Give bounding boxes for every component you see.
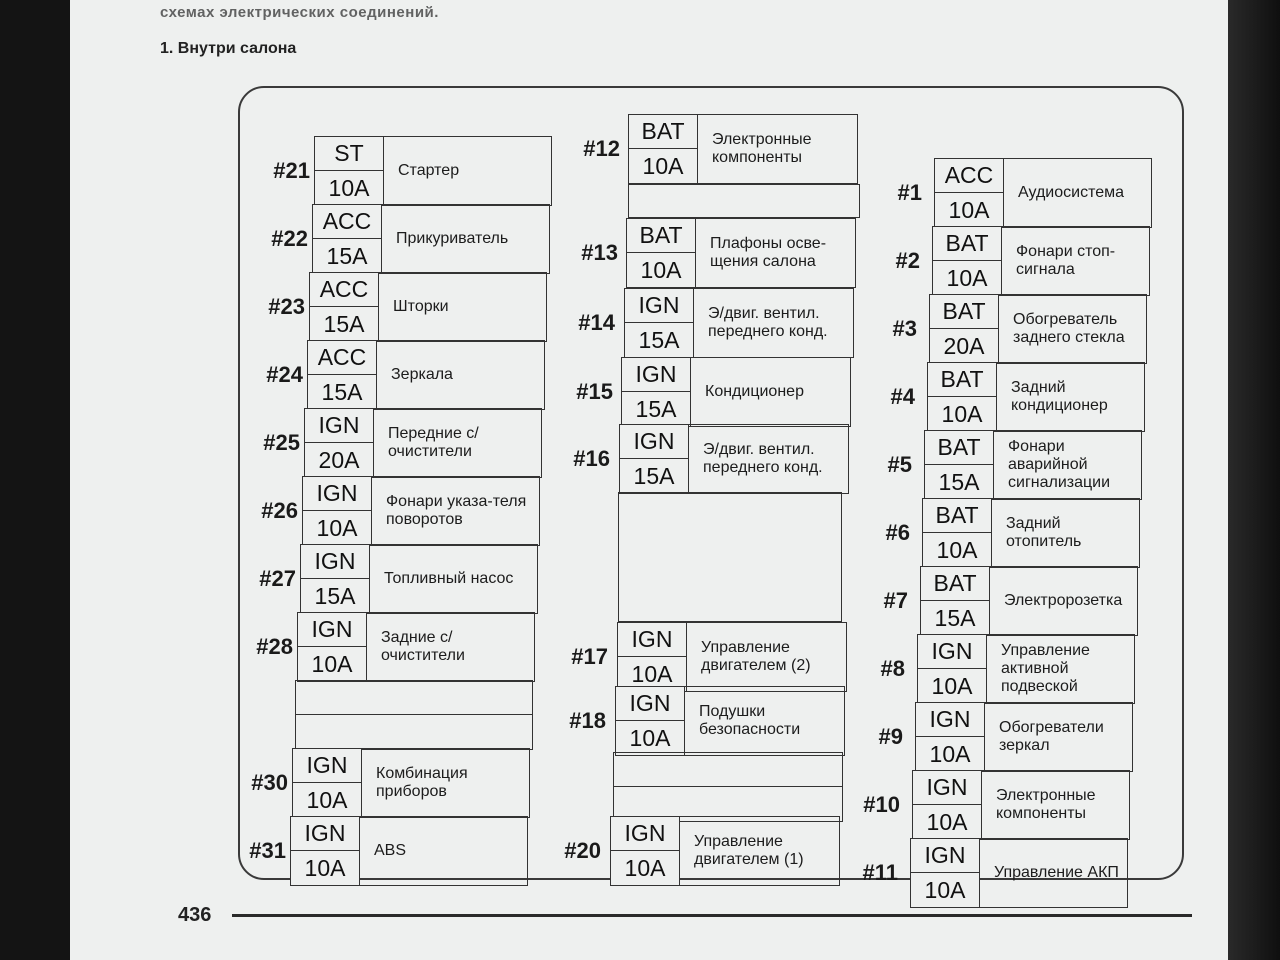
fuse-rating-cell	[621, 357, 691, 427]
fuse-amperage: 15A	[321, 378, 363, 405]
header-running-text: схемах электрических соединений.	[160, 4, 439, 21]
fuse-power-source: BAT	[629, 115, 697, 149]
fuse-rating-cell	[917, 634, 987, 704]
fuse-rating-cell	[910, 838, 980, 908]
fuse-rating-cell	[290, 816, 360, 886]
fuse-number: #22	[271, 226, 308, 251]
fuse-power-source: ACC	[308, 341, 376, 375]
fuse-amperage: 15A	[633, 462, 675, 489]
fuse-amperage: 15A	[323, 310, 365, 337]
fuse-rating-cell	[304, 408, 374, 478]
page-number: 436	[178, 904, 212, 926]
fuse-power-source: IGN	[298, 613, 366, 647]
fuse-number: #13	[581, 240, 618, 265]
fuse-number: #26	[261, 498, 298, 523]
empty-slot-top	[614, 753, 842, 787]
fuse-rating-cell	[920, 566, 990, 636]
section-title: 1. Внутри салона	[160, 40, 297, 57]
fuse-number: #9	[878, 724, 903, 749]
fuse-power-source: ACC	[310, 273, 378, 307]
fuse-rating-cell	[628, 114, 698, 184]
fuse-power-source: IGN	[911, 839, 979, 873]
fuse-amperage: 10A	[946, 264, 988, 291]
fuse-description: Аудиосистема	[1004, 158, 1152, 228]
fuse-amperage: 10A	[304, 854, 346, 881]
fuse-rating-cell	[307, 340, 377, 410]
fuse-rating-cell	[915, 702, 985, 772]
fuse-description: Фонари аварийной сигнализации	[994, 430, 1142, 500]
empty-fuse-area	[628, 184, 860, 218]
fuse-number: #4	[890, 384, 915, 409]
fuse-description: ABS	[360, 816, 528, 886]
empty-fuse-slot	[613, 752, 843, 822]
fuse-description: Электронные компоненты	[982, 770, 1130, 840]
page-edge-shadow	[1228, 0, 1280, 960]
fuse-power-source: IGN	[611, 817, 679, 851]
fuse-number: #24	[266, 362, 303, 387]
empty-slot-top	[296, 681, 532, 715]
fuse-amperage: 10A	[631, 660, 673, 687]
fuse-amperage: 15A	[314, 582, 356, 609]
empty-fuse-area	[618, 492, 842, 622]
fuse-amperage: 10A	[316, 514, 358, 541]
fuse-description: Прикуриватель	[382, 204, 550, 274]
fuse-power-source: ST	[315, 137, 383, 171]
fuse-description: Задний кондиционер	[997, 362, 1145, 432]
fuse-description: Кондиционер	[691, 357, 851, 427]
fuse-power-source: IGN	[616, 687, 684, 721]
fuse-description: Управление активной подвеской	[987, 634, 1135, 704]
fuse-rating-cell	[924, 430, 994, 500]
fuse-number: #31	[249, 838, 286, 863]
fuse-power-source: BAT	[921, 567, 989, 601]
fuse-amperage: 10A	[328, 174, 370, 201]
fuse-number: #8	[880, 656, 905, 681]
fuse-amperage: 10A	[929, 740, 971, 767]
fuse-description: Задние с/очистители	[367, 612, 535, 682]
fuse-amperage: 10A	[941, 400, 983, 427]
fuse-power-source: IGN	[622, 358, 690, 392]
fuse-rating-cell	[932, 226, 1002, 296]
fuse-rating-cell	[624, 288, 694, 358]
fuse-rating-cell	[302, 476, 372, 546]
fuse-number: #6	[885, 520, 910, 545]
empty-fuse-slot	[295, 680, 533, 750]
fuse-power-source: IGN	[291, 817, 359, 851]
fuse-amperage: 10A	[926, 808, 968, 835]
fuse-amperage: 15A	[934, 604, 976, 631]
fuse-rating-cell	[312, 204, 382, 274]
fuse-rating-cell	[309, 272, 379, 342]
fuse-number: #10	[863, 792, 900, 817]
fuse-power-source: IGN	[625, 289, 693, 323]
fuse-power-source: IGN	[913, 771, 981, 805]
fuse-rating-cell	[617, 622, 687, 692]
fuse-amperage: 20A	[943, 332, 985, 359]
fuse-rating-cell	[300, 544, 370, 614]
fuse-description: Стартер	[384, 136, 552, 206]
fuse-amperage: 15A	[938, 468, 980, 495]
fuse-description: Подушки безопасности	[685, 686, 845, 756]
fuse-amperage: 10A	[629, 724, 671, 751]
fuse-power-source: ACC	[313, 205, 381, 239]
fuse-amperage: 10A	[642, 152, 684, 179]
fuse-description: Э/двиг. вентил. переднего конд.	[689, 424, 849, 494]
fuse-number: #21	[273, 158, 310, 183]
fuse-power-source: IGN	[301, 545, 369, 579]
fuse-description: Электронные компоненты	[698, 114, 858, 184]
fuse-number: #30	[251, 770, 288, 795]
fuse-power-source: IGN	[918, 635, 986, 669]
fuse-power-source: IGN	[303, 477, 371, 511]
fuse-rating-cell	[929, 294, 999, 364]
fuse-power-source: IGN	[618, 623, 686, 657]
fuse-description: Передние с/очистители	[374, 408, 542, 478]
fuse-rating-cell	[297, 612, 367, 682]
fuse-amperage: 10A	[931, 672, 973, 699]
fuse-power-source: BAT	[925, 431, 993, 465]
fuse-amperage: 10A	[640, 256, 682, 283]
fuse-number: #3	[892, 316, 917, 341]
fuse-description: Фонари указа-теля поворотов	[372, 476, 540, 546]
fuse-power-source: BAT	[933, 227, 1001, 261]
fuse-rating-cell	[610, 816, 680, 886]
fuse-number: #18	[569, 708, 606, 733]
fuse-power-source: IGN	[916, 703, 984, 737]
fuse-number: #2	[895, 248, 920, 273]
fuse-number: #25	[263, 430, 300, 455]
fuse-rating-cell	[292, 748, 362, 818]
fuse-number: #17	[571, 644, 608, 669]
fuse-description: Шторки	[379, 272, 547, 342]
empty-slot-bottom	[296, 715, 532, 749]
fuse-description: Комбинация приборов	[362, 748, 530, 818]
fuse-number: #20	[564, 838, 601, 863]
fuse-amperage: 10A	[924, 876, 966, 903]
fuse-number: #7	[883, 588, 908, 613]
fuse-amperage: 20A	[318, 446, 360, 473]
fuse-description: Зеркала	[377, 340, 545, 410]
fuse-rating-cell	[922, 498, 992, 568]
fuse-number: #14	[578, 310, 615, 335]
fuse-amperage: 10A	[311, 650, 353, 677]
fuse-rating-cell	[912, 770, 982, 840]
fuse-rating-cell	[934, 158, 1004, 228]
fuse-number: #15	[576, 379, 613, 404]
fuse-power-source: BAT	[928, 363, 996, 397]
fuse-rating-cell	[314, 136, 384, 206]
fuse-power-source: IGN	[305, 409, 373, 443]
fuse-description: Электророзетка	[990, 566, 1138, 636]
fuse-number: #5	[887, 452, 912, 477]
fuse-power-source: BAT	[923, 499, 991, 533]
fuse-number: #27	[259, 566, 296, 591]
fuse-description: Управление АКП	[980, 838, 1128, 908]
fuse-amperage: 10A	[936, 536, 978, 563]
fuse-power-source: IGN	[620, 425, 688, 459]
fuse-number: #23	[268, 294, 305, 319]
fuse-number: #12	[583, 136, 620, 161]
fuse-number: #1	[897, 180, 922, 205]
fuse-power-source: BAT	[930, 295, 998, 329]
fuse-number: #11	[862, 860, 898, 885]
fuse-description: Обогреватель заднего стекла	[999, 294, 1147, 364]
fuse-amperage: 10A	[948, 196, 990, 223]
fuse-amperage: 10A	[306, 786, 348, 813]
fuse-amperage: 15A	[326, 242, 368, 269]
fuse-power-source: ACC	[935, 159, 1003, 193]
fuse-amperage: 15A	[638, 326, 680, 353]
fuse-amperage: 15A	[635, 395, 677, 422]
footer-rule	[232, 914, 1192, 917]
fuse-rating-cell	[619, 424, 689, 494]
fuse-description: Фонари стоп-сигнала	[1002, 226, 1150, 296]
fuse-number: #16	[573, 446, 610, 471]
fuse-description: Управление двигателем (1)	[680, 816, 840, 886]
fuse-rating-cell	[615, 686, 685, 756]
fuse-description: Топливный насос	[370, 544, 538, 614]
fuse-description: Плафоны осве-щения салона	[696, 218, 856, 288]
fuse-rating-cell	[927, 362, 997, 432]
fuse-amperage: 10A	[624, 854, 666, 881]
fuse-description: Управление двигателем (2)	[687, 622, 847, 692]
fuse-rating-cell	[626, 218, 696, 288]
fuse-description: Э/двиг. вентил. переднего конд.	[694, 288, 854, 358]
fuse-description: Задний отопитель	[992, 498, 1140, 568]
fuse-power-source: BAT	[627, 219, 695, 253]
fuse-number: #28	[256, 634, 293, 659]
fuse-power-source: IGN	[293, 749, 361, 783]
fuse-description: Обогреватели зеркал	[985, 702, 1133, 772]
